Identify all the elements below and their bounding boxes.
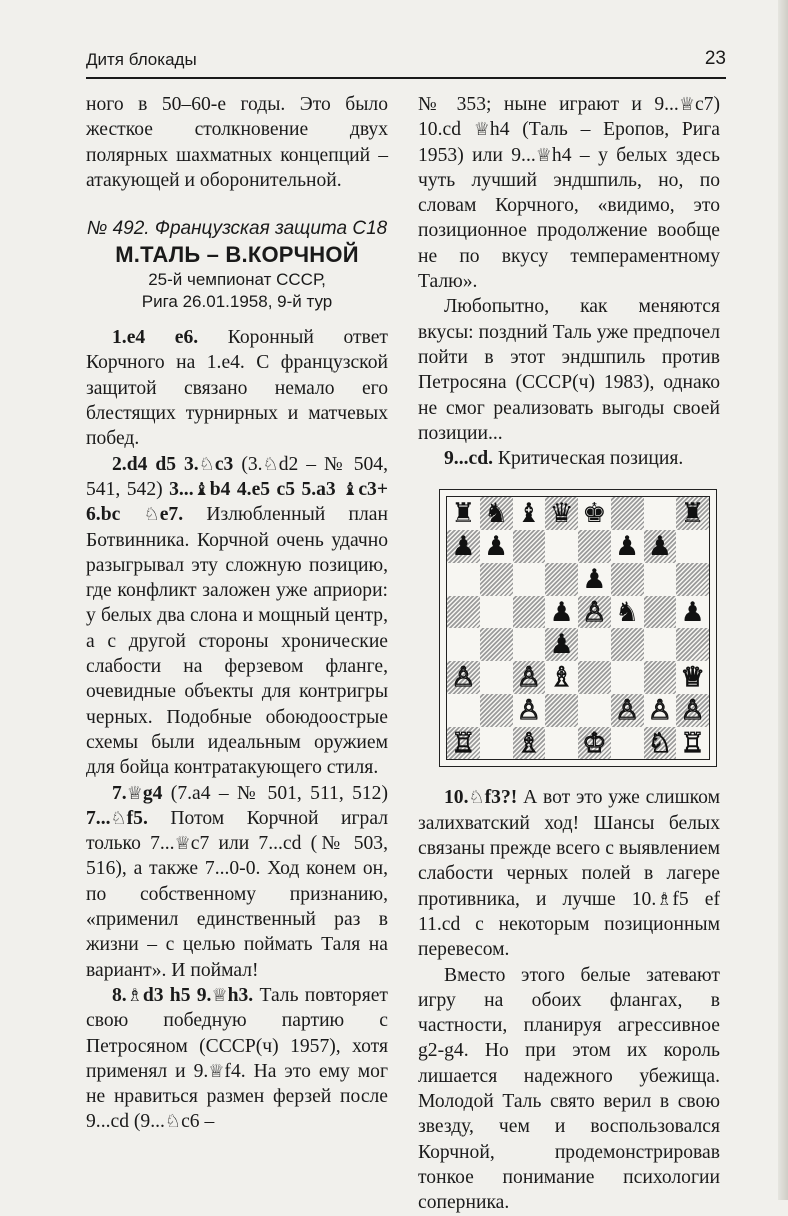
move-text: 8. — [112, 984, 127, 1006]
comment-text: Таль повторяет свою победную партию с Петросяном (СССР(ч) 1957), хотя применял и 9. — [86, 984, 388, 1082]
black-rook-icon: ♜ — [451, 498, 476, 530]
game-number-opening: № 492. Французская защита С18 — [86, 218, 388, 240]
queen-figurine-icon: ♕ — [678, 94, 695, 115]
knight-figurine-icon: ♘ — [468, 787, 485, 809]
board-square — [644, 727, 677, 760]
move-text: 9...cd. — [444, 448, 493, 470]
bishop-figurine-icon: ♗ — [126, 984, 143, 1006]
black-rook-icon: ♜ — [680, 498, 705, 530]
comment-text: c7) 10.cd — [418, 94, 720, 141]
white-rook-icon: ♖ — [680, 727, 705, 759]
queen-figurine-icon: ♕ — [126, 782, 143, 804]
board-square — [480, 727, 513, 760]
black-pawn-icon: ♟ — [615, 531, 640, 563]
board-square — [644, 661, 677, 694]
board-square — [676, 497, 709, 530]
black-pawn-icon: ♟ — [582, 563, 607, 595]
queen-figurine-icon: ♕ — [535, 144, 552, 166]
comment-text: c6 – — [181, 1111, 215, 1133]
board-square — [513, 694, 546, 727]
board-square — [611, 530, 644, 563]
left-column — [86, 92, 388, 1135]
page-number: 23 — [704, 48, 726, 69]
comment-text: Излюбленный план Ботвинника. Корчной очень удачно разыгрывал эту сложную позицию, где конфликт заложен уже априори: у белых два слона и мощный центр, а с другой стороны хронические слабости на ферзевом фланге, очевидные объекты для контригры черных. Подобные обоюдоострые схемы были идеальным оружием для бойца контратакующего стиля. — [86, 504, 388, 779]
white-bishop-icon: ♗ — [516, 727, 541, 759]
black-pawn-icon: ♟ — [647, 531, 672, 563]
black-pawn-icon: ♟ — [549, 629, 574, 661]
move-text: 7... — [86, 807, 111, 829]
board-square — [545, 727, 578, 760]
board-square — [480, 497, 513, 530]
black-queen-icon: ♛ — [549, 498, 574, 530]
paragraph — [86, 452, 388, 781]
move-text: g4 — [142, 782, 163, 804]
knight-figurine-icon: ♘ — [110, 807, 127, 829]
board-square — [480, 596, 513, 629]
move-text: h3. — [227, 984, 254, 1006]
board-square — [447, 628, 480, 661]
white-queen-icon: ♕ — [680, 662, 705, 694]
white-bishop-icon: ♗ — [549, 662, 574, 694]
board-square — [545, 661, 578, 694]
board-square — [578, 530, 611, 563]
move-text: b4 4.e5 c5 5.a3 — [209, 478, 343, 500]
board-square — [578, 727, 611, 760]
running-header — [86, 46, 726, 76]
move-text: c3+ 6.bc — [86, 478, 388, 526]
comment-text: А вот это уже слишком залихватский ход! Шансы белых связаны прежде всего с выявлением слабости черных полей в лагере противника, и лучше 10. — [418, 787, 720, 910]
queen-figurine-icon: ♕ — [473, 119, 490, 141]
board-square — [545, 563, 578, 596]
board-square — [578, 497, 611, 530]
board-square — [644, 628, 677, 661]
board-square — [447, 727, 480, 760]
board-square — [611, 661, 644, 694]
board-square — [513, 563, 546, 596]
white-king-icon: ♔ — [582, 727, 607, 759]
bishop-figurine-icon: ♝ — [342, 478, 359, 500]
white-pawn-icon: ♙ — [516, 694, 541, 726]
comment-text: f5 ef 11.cd с некоторым позиционным перевесом. — [418, 888, 720, 961]
board-square — [513, 596, 546, 629]
board-square — [513, 628, 546, 661]
white-pawn-icon: ♙ — [615, 694, 640, 726]
chess-board — [446, 496, 710, 760]
comment-text: d2 – № 504, 541, 542) — [86, 453, 389, 500]
board-square — [611, 727, 644, 760]
board-square — [578, 694, 611, 727]
knight-figurine-icon: ♘ — [198, 453, 215, 475]
bishop-figurine-icon: ♗ — [656, 888, 673, 910]
board-square — [676, 727, 709, 760]
paragraph: Вместо этого белые затевают игру на обоих флангах, в частности, планируя агрессивное g2-g4. Но при этом их король лишается надежного убежища. Молодой Таль свято верил в свою звезду, чем и воспользовался Корчной, продемонстрировав тонкое понимание психологии соперника. — [418, 964, 720, 1214]
move-text: c3 — [214, 453, 234, 475]
move-text: 7. — [112, 782, 127, 804]
black-pawn-icon: ♟ — [484, 531, 509, 563]
comment-text: № 353; ныне играют и 9... — [418, 94, 679, 115]
comment-text: f4. На это ему мог не нравиться размен ферзей после 9...cd (9... — [86, 1060, 388, 1133]
black-knight-icon: ♞ — [615, 596, 640, 628]
comment-text: (3. — [233, 453, 263, 475]
game-heading — [86, 217, 388, 313]
board-square — [480, 563, 513, 596]
board-square — [644, 596, 677, 629]
board-square — [676, 628, 709, 661]
board-square — [611, 596, 644, 629]
comment-text: Критическая позиция. — [492, 448, 684, 470]
paragraph — [86, 983, 388, 1135]
move-text: d3 h5 9. — [142, 984, 212, 1006]
white-rook-icon: ♖ — [451, 727, 476, 759]
black-king-icon: ♚ — [582, 498, 607, 530]
board-square — [480, 694, 513, 727]
board-square — [513, 530, 546, 563]
black-pawn-icon: ♟ — [549, 596, 574, 628]
game-event: 25-й чемпионат СССР, — [148, 270, 326, 290]
queen-figurine-icon: ♕ — [208, 1060, 225, 1082]
board-square — [545, 497, 578, 530]
board-square — [513, 497, 546, 530]
white-pawn-icon: ♙ — [680, 694, 705, 726]
move-text: 10. — [444, 787, 469, 809]
move-text: 3... — [169, 478, 194, 500]
board-square — [578, 596, 611, 629]
comment-text: (7.a4 – № 501, 511, 512) — [162, 782, 388, 804]
move-text: f3?! — [484, 787, 518, 809]
knight-figurine-icon: ♘ — [164, 1111, 182, 1133]
board-square — [611, 497, 644, 530]
paragraph: Любопытно, как меняются вкусы: поздний Таль уже предпочел пойти в этот эндшпиль против Петросяна (СССР(ч) 1983), однако не смог реализовать выгоды своей позиции... — [418, 296, 720, 444]
board-square — [447, 563, 480, 596]
queen-figurine-icon: ♕ — [174, 833, 191, 855]
board-square — [578, 661, 611, 694]
comment-text: h4 (Таль – Еропов, Рига 1953) или 9... — [418, 119, 721, 166]
board-square — [611, 563, 644, 596]
comment-text: Потом Корчной играл только 7... — [86, 807, 388, 855]
board-square — [611, 694, 644, 727]
board-square — [644, 530, 677, 563]
knight-figurine-icon: ♘ — [262, 453, 279, 475]
board-square — [447, 596, 480, 629]
white-pawn-icon: ♙ — [647, 694, 672, 726]
board-square — [676, 563, 709, 596]
board-square — [578, 628, 611, 661]
board-square — [578, 563, 611, 596]
board-square — [447, 530, 480, 563]
black-pawn-icon: ♟ — [451, 531, 476, 563]
board-square — [644, 497, 677, 530]
black-bishop-icon: ♝ — [516, 498, 541, 530]
right-column — [418, 92, 720, 1216]
board-square — [447, 694, 480, 727]
white-pawn-icon: ♙ — [451, 662, 476, 694]
game-place-date: Рига 26.01.1958, 9-й тур — [141, 292, 333, 312]
board-square — [513, 661, 546, 694]
white-pawn-icon: ♙ — [516, 662, 541, 694]
comment-text: Коронный ответ Корчного на 1.e4. С французской защитой связано немало его блестящих турнирных и матчевых побед. — [86, 327, 388, 450]
knight-figurine-icon: ♘ — [143, 504, 160, 526]
running-title: Дитя блокады — [86, 50, 197, 69]
game-players: М.ТАЛЬ – В.КОРЧНОЙ — [115, 242, 359, 268]
board-square — [676, 530, 709, 563]
bishop-figurine-icon: ♝ — [193, 478, 210, 500]
header-rule — [86, 77, 726, 79]
chess-diagram — [439, 489, 717, 767]
paragraph: ного в 50–60-е годы. Это было жесткое столкновение двух полярных шахматных концепций – атакующей и оборонительной. — [86, 94, 388, 191]
board-square — [447, 661, 480, 694]
move-text: 2.d4 d5 3. — [112, 453, 199, 475]
move-text: f5. — [126, 807, 148, 829]
board-square — [676, 694, 709, 727]
board-square — [545, 530, 578, 563]
black-pawn-icon: ♟ — [680, 596, 705, 628]
board-square — [644, 563, 677, 596]
board-square — [513, 727, 546, 760]
comment-text: c7 или 7...cd (№ 503, 516), а также 7...0-0. Ход конем он, по собственному признанию, «применил единственный раз в жизни – с целью поймать Таля на вариант». И поймал! — [86, 833, 388, 981]
black-knight-icon: ♞ — [484, 498, 509, 530]
board-square — [480, 661, 513, 694]
board-square — [644, 694, 677, 727]
board-square — [676, 661, 709, 694]
paragraph — [86, 325, 388, 451]
board-square — [611, 628, 644, 661]
queen-figurine-icon: ♕ — [211, 984, 228, 1006]
move-text: e7. — [159, 504, 184, 526]
paragraph — [418, 446, 720, 471]
board-square — [545, 628, 578, 661]
paragraph — [418, 785, 720, 962]
page-gutter-shadow — [778, 0, 788, 1200]
board-square — [480, 530, 513, 563]
comment-text: h4 – у белых здесь чуть лучший эндшпиль, но, по словам Корчного, «видимо, это позиционное продолжение вообще не по вкусу темпераментному Талю». — [418, 144, 720, 293]
paragraph — [86, 781, 388, 983]
white-knight-icon: ♘ — [647, 727, 672, 759]
board-square — [545, 596, 578, 629]
board-square — [545, 694, 578, 727]
board-square — [676, 596, 709, 629]
paragraph — [418, 92, 720, 294]
board-square — [447, 497, 480, 530]
white-pawn-icon: ♙ — [582, 596, 607, 628]
board-square — [480, 628, 513, 661]
move-text: 1.e4 e6. — [112, 327, 199, 349]
